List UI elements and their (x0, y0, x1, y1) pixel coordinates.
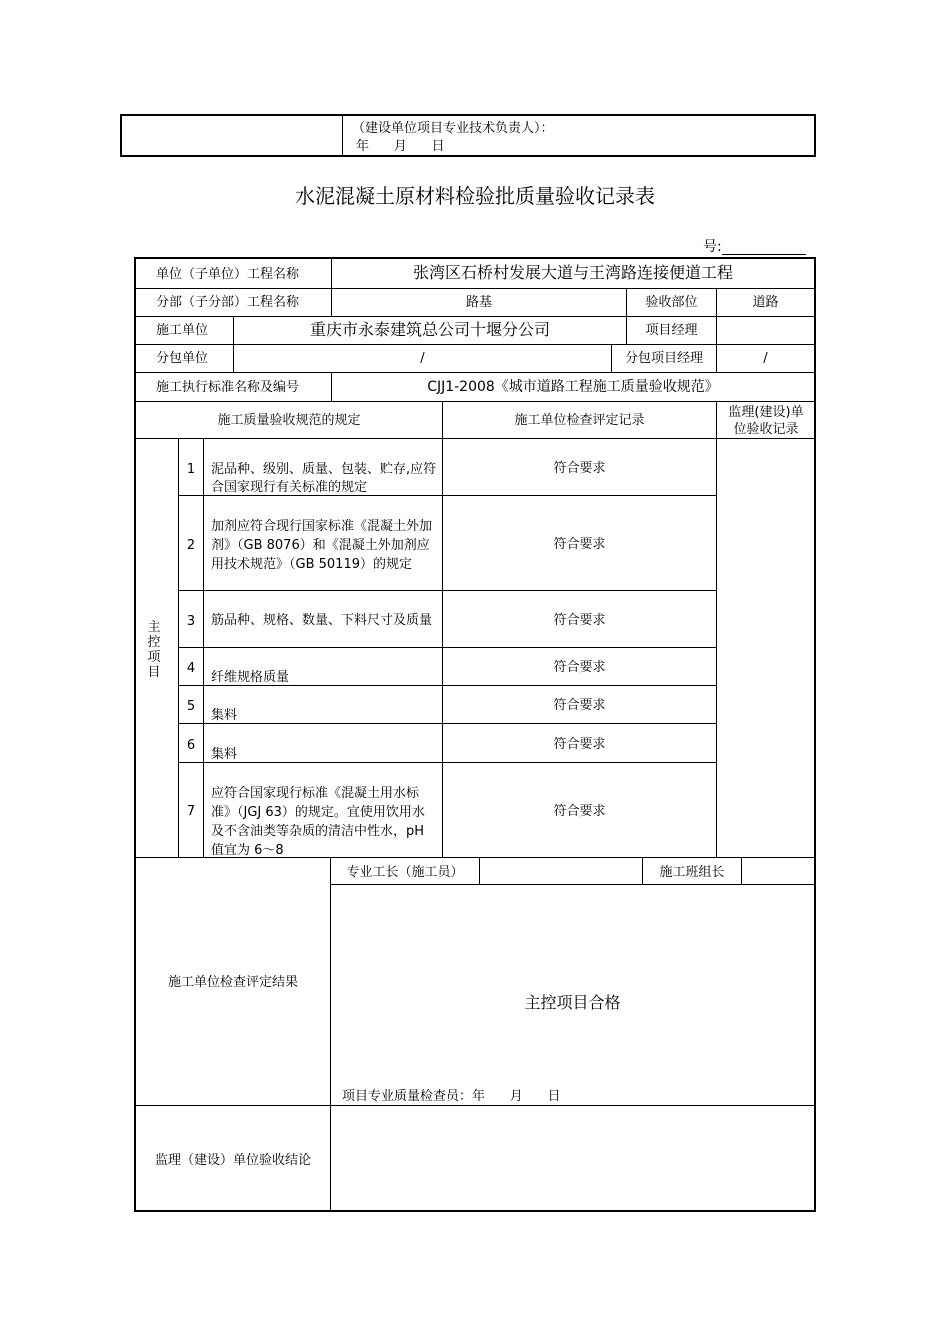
top-box-responsible-label: （建设单位项目专业技术负责人）： (352, 121, 554, 136)
sub-project-label: 分部（子分部）工程名称 (156, 295, 300, 310)
standard-label: 施工执行标准名称及编号 (156, 380, 300, 395)
quality-inspector-line: 项目专业质量检查员：年 月 日 (342, 1089, 561, 1104)
item-number: 3 (186, 614, 196, 629)
number-label: 号: (703, 239, 722, 255)
item-spec-text: 筋品种、规格、数量、下料尺寸及质量 (211, 613, 433, 628)
project-manager-label: 项目经理 (645, 323, 698, 338)
supervisor-conclusion-label: 监理（建设）单位验收结论 (154, 1153, 311, 1168)
item-spec-text: 加剂应符合现行国家标准《混凝土外加剂》（GB 8076）和《混凝土外加剂应用技术规范》（GB 50119）的规定 (211, 519, 433, 572)
item-result: 符合要求 (553, 737, 606, 752)
item-spec-text: 应符合国家现行标准《混凝土用水标准》（JGJ 63）的规定。宜使用饮用水及不含油类等杂质的清洁中性水，pH 值宜为 6～8 (211, 786, 425, 858)
number-underline (722, 254, 806, 255)
item-spec-text: 集料 (211, 747, 238, 762)
item-number: 5 (186, 699, 196, 714)
subcontractor-pm-value: / (763, 351, 768, 366)
subcontractor-label: 分包单位 (156, 351, 209, 366)
item-result: 符合要求 (553, 660, 606, 675)
standard-value: CJJ1-2008《城市道路工程施工质量验收规范》 (427, 379, 719, 395)
spec-header: 施工质量验收规范的规定 (217, 413, 361, 428)
item-result: 符合要求 (553, 537, 606, 552)
top-box-date: 年 月 日 (356, 139, 445, 154)
page-title: 水泥混凝土原材料检验批质量验收记录表 (295, 184, 655, 208)
item-spec-text: 泥品种、级别、质量、包装、贮存,应符合国家现行有关标准的规定 (211, 462, 437, 495)
subcontractor-pm-label: 分包项目经理 (624, 351, 703, 366)
item-spec-text: 纤维规格质量 (211, 670, 290, 685)
item-spec-text: 集料 (211, 708, 238, 723)
accept-part-value: 道路 (752, 295, 779, 310)
subcontractor-value: / (420, 351, 425, 366)
item-number: 2 (186, 538, 196, 553)
item-number: 1 (186, 462, 196, 477)
check-header: 施工单位检查评定记录 (514, 413, 645, 428)
builder-result-label: 施工单位检查评定结果 (167, 975, 298, 990)
foreman-label: 专业工长（施工员） (346, 865, 464, 880)
supervisor-header: 监理(建设)单位验收记录 (728, 405, 804, 437)
item-result: 符合要求 (553, 804, 606, 819)
main-control-label: 主控项目 (147, 620, 161, 680)
builder-label: 施工单位 (156, 323, 209, 338)
unit-name-value: 张湾区石桥村发展大道与王湾路连接便道工程 (412, 263, 733, 282)
item-number: 4 (186, 661, 196, 676)
item-number: 7 (186, 804, 196, 819)
sub-project-value: 路基 (465, 295, 492, 310)
team-leader-label: 施工班组长 (659, 865, 725, 880)
item-result: 符合要求 (553, 461, 606, 476)
builder-value: 重庆市永泰建筑总公司十堰分公司 (309, 320, 550, 339)
item-result: 符合要求 (553, 613, 606, 628)
item-number: 6 (186, 738, 196, 753)
item-result: 符合要求 (553, 698, 606, 713)
accept-part-label: 验收部位 (645, 295, 698, 310)
builder-result-value: 主控项目合格 (524, 993, 621, 1012)
unit-name-label: 单位（子单位）工程名称 (156, 267, 300, 282)
